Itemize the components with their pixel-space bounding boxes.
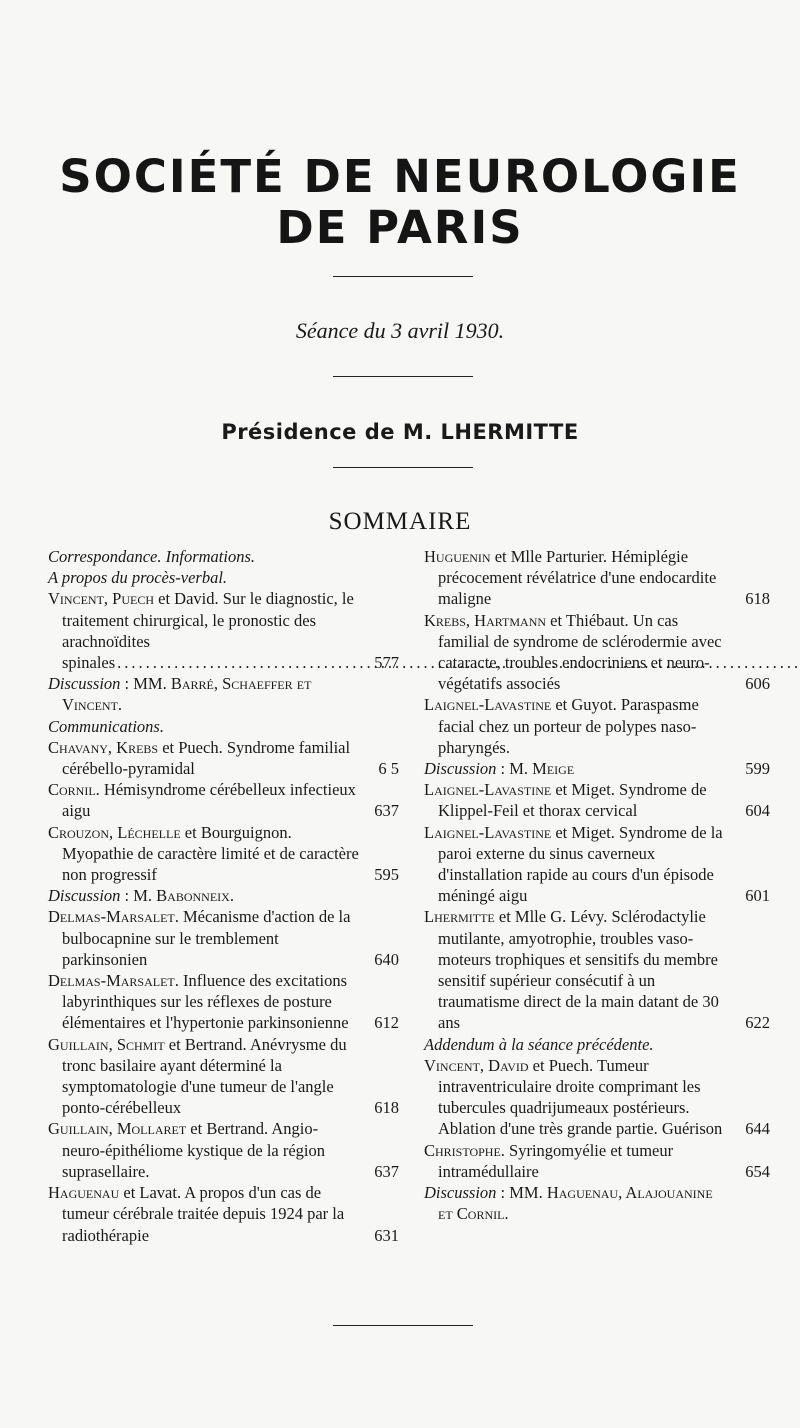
toc-entry bbox=[48, 588, 399, 673]
entry-page: 577 bbox=[374, 653, 399, 673]
discussion bbox=[424, 758, 770, 779]
entry-page: 654 bbox=[745, 1161, 770, 1181]
entry-title: et David. Sur le diagnostic, le traitement chirurgical, le pronostic des arachnoïdites spinales bbox=[62, 589, 354, 673]
entry-page: 637 bbox=[374, 1161, 399, 1181]
section-heading: Communications. bbox=[48, 716, 164, 736]
discussion-label: Discussion bbox=[48, 886, 121, 906]
toc-entry bbox=[48, 970, 399, 1034]
entry-page: 631 bbox=[374, 1225, 399, 1245]
seance-date: Séance du 3 avril 1930. bbox=[295, 318, 505, 343]
entry-title: et Guyot. Paraspasme facial chez un porteur de polypes naso-pharyngés. bbox=[438, 695, 699, 757]
toc-left-column bbox=[48, 546, 399, 1246]
entry-title: et Miget. Syndrome de la paroi externe du sinus caverneux d'installation rapide au cours d'un épisode méningé aigu bbox=[438, 822, 723, 906]
discussion-label: Discussion bbox=[424, 759, 497, 779]
entry-title: Hémisyndrome cérébelleux infectieux aigu bbox=[62, 780, 356, 821]
discussion-participants: : MM. Haguenau, Alajouanine et Cornil. bbox=[438, 1183, 713, 1224]
entry-page: 612 bbox=[374, 1013, 399, 1033]
journal-title-line2: DE PARIS bbox=[276, 201, 524, 254]
entry-page: 637 bbox=[374, 801, 399, 821]
entry-page: 622 bbox=[745, 1013, 770, 1033]
discussion bbox=[48, 673, 399, 715]
entry-page: 618 bbox=[374, 1098, 399, 1118]
toc-entry bbox=[424, 779, 770, 821]
entry-title: et Puech. Syndrome familial cérébello-pyramidal bbox=[62, 737, 351, 779]
toc-entry bbox=[424, 822, 770, 907]
toc-entry bbox=[424, 694, 770, 758]
divider bbox=[333, 276, 473, 277]
entry-authors: Krebs, Hartmann bbox=[424, 610, 547, 630]
discussion bbox=[424, 1182, 770, 1224]
entry-title: et Bertrand. Anévrysme du tronc basilaire ayant déterminé la symptomatologie d'une tumeur de l'angle ponto-cérébelleux bbox=[62, 1034, 347, 1118]
discussion-participants: : MM. Barré, Schaeffer et Vincent. bbox=[62, 674, 312, 715]
section-heading: Addendum à la séance précédente. bbox=[424, 1034, 654, 1054]
entry-title: et Bertrand. Angio-neuro-épithéliome kystique de la région suprasellaire. bbox=[62, 1119, 326, 1181]
entry-page: 640 bbox=[374, 949, 399, 969]
sommaire-heading: SOMMAIRE bbox=[328, 508, 472, 535]
divider bbox=[333, 1325, 473, 1326]
entry-title: et Puech. Tumeur intraventriculaire droite comprimant les tubercules quadrijumeaux postérieurs. Ablation d'une très grande partie. Guérison bbox=[438, 1055, 723, 1139]
entry-authors: Vincent, David bbox=[424, 1055, 529, 1075]
entry-authors: Delmas-Marsalet. bbox=[48, 971, 179, 991]
toc-entry bbox=[48, 779, 399, 821]
section-heading: A propos du procès-verbal. bbox=[48, 568, 228, 588]
entry-title: et Miget. Syndrome de Klippel-Feil et thorax cervical bbox=[438, 780, 707, 821]
discussion-participants: : M. Babonneix. bbox=[120, 886, 234, 906]
toc-entry bbox=[424, 906, 770, 1033]
divider bbox=[333, 376, 473, 377]
discussion-label: Discussion bbox=[424, 1183, 497, 1203]
toc-entry bbox=[48, 1034, 399, 1119]
discussion-participants: : M. Meige bbox=[496, 759, 575, 779]
entry-title: et Bourguignon. Myopathie de caractère limité et de caractère non progressif bbox=[62, 822, 359, 885]
entry-title: Syringomyélie et tumeur intramédullaire bbox=[438, 1140, 674, 1181]
entry-page: 595 bbox=[374, 865, 399, 885]
entry-authors: Chavany, Krebs bbox=[48, 737, 159, 757]
entry-page: 599 bbox=[745, 759, 770, 779]
toc-entry bbox=[48, 1118, 399, 1182]
toc-entry bbox=[424, 546, 770, 610]
entry-page: 6 5 bbox=[378, 759, 399, 779]
toc-entry bbox=[48, 737, 399, 779]
entry-authors: Huguenin bbox=[424, 547, 491, 566]
toc-entry bbox=[424, 610, 770, 695]
toc-entry bbox=[48, 1182, 399, 1246]
entry-title: et Mlle Parturier. Hémiplégie précocement révélatrice d'une endocardite maligne bbox=[438, 547, 717, 609]
entry-page: 601 bbox=[745, 886, 770, 906]
entry-title: Mécanisme d'action de la bulbocapnine sur le tremblement parkinsonien bbox=[62, 907, 351, 969]
entry-authors: Laignel-Lavastine bbox=[424, 695, 552, 715]
toc-entry bbox=[48, 906, 399, 970]
entry-page: 604 bbox=[745, 801, 770, 821]
discussion bbox=[48, 885, 399, 906]
entry-authors: Vincent, Puech bbox=[48, 589, 155, 609]
entry-page: 606 bbox=[745, 674, 770, 694]
toc-entry bbox=[424, 1055, 770, 1140]
entry-title: Influence des excitations labyrinthiques sur les réflexes de posture élémentaires et l'hypertonie parkinsonienne bbox=[62, 971, 349, 1033]
entry-authors: Haguenau bbox=[48, 1183, 120, 1203]
entry-page: 618 bbox=[745, 589, 770, 609]
journal-title: SOCIÉTÉ DE NEUROLOGIE bbox=[59, 150, 741, 203]
entry-authors: Guillain, Schmit bbox=[48, 1034, 165, 1054]
entry-authors: Laignel-Lavastine bbox=[424, 822, 552, 842]
toc-entry bbox=[48, 822, 399, 886]
entry-authors: Christophe. bbox=[424, 1140, 505, 1160]
entry-authors: Laignel-Lavastine bbox=[424, 780, 552, 800]
entry-authors: Lhermitte bbox=[424, 907, 495, 927]
entry-authors: Delmas-Marsalet. bbox=[48, 907, 179, 927]
entry-authors: Guillain, Mollaret bbox=[48, 1119, 187, 1139]
entry-title: et Mlle G. Lévy. Sclérodactylie mutilante, amyotrophie, troubles vaso-moteurs trophiques et sensitifs du membre sensitif supérieur consécutif à un traumatisme direct de la main datant de 30 ans bbox=[438, 907, 719, 1033]
section-heading: Correspondance. Informations. bbox=[48, 547, 256, 566]
entry-title: et Lavat. A propos d'un cas de tumeur cérébrale traitée depuis 1924 par la radiothérapie bbox=[62, 1183, 345, 1245]
presidence: Présidence de M. LHERMITTE bbox=[221, 420, 579, 444]
divider bbox=[333, 467, 473, 468]
toc-right-column bbox=[424, 546, 770, 1225]
entry-page: 644 bbox=[745, 1119, 770, 1139]
entry-authors: Crouzon, Léchelle bbox=[48, 822, 181, 842]
toc-entry bbox=[424, 1140, 770, 1182]
entry-authors: Cornil. bbox=[48, 780, 100, 800]
entry-title: et Thiébaut. Un cas familial de syndrome de sclérodermie avec cataracte, troubles endocriniens et neuro-végétatifs associés bbox=[438, 610, 722, 694]
discussion-label: Discussion bbox=[48, 674, 121, 694]
